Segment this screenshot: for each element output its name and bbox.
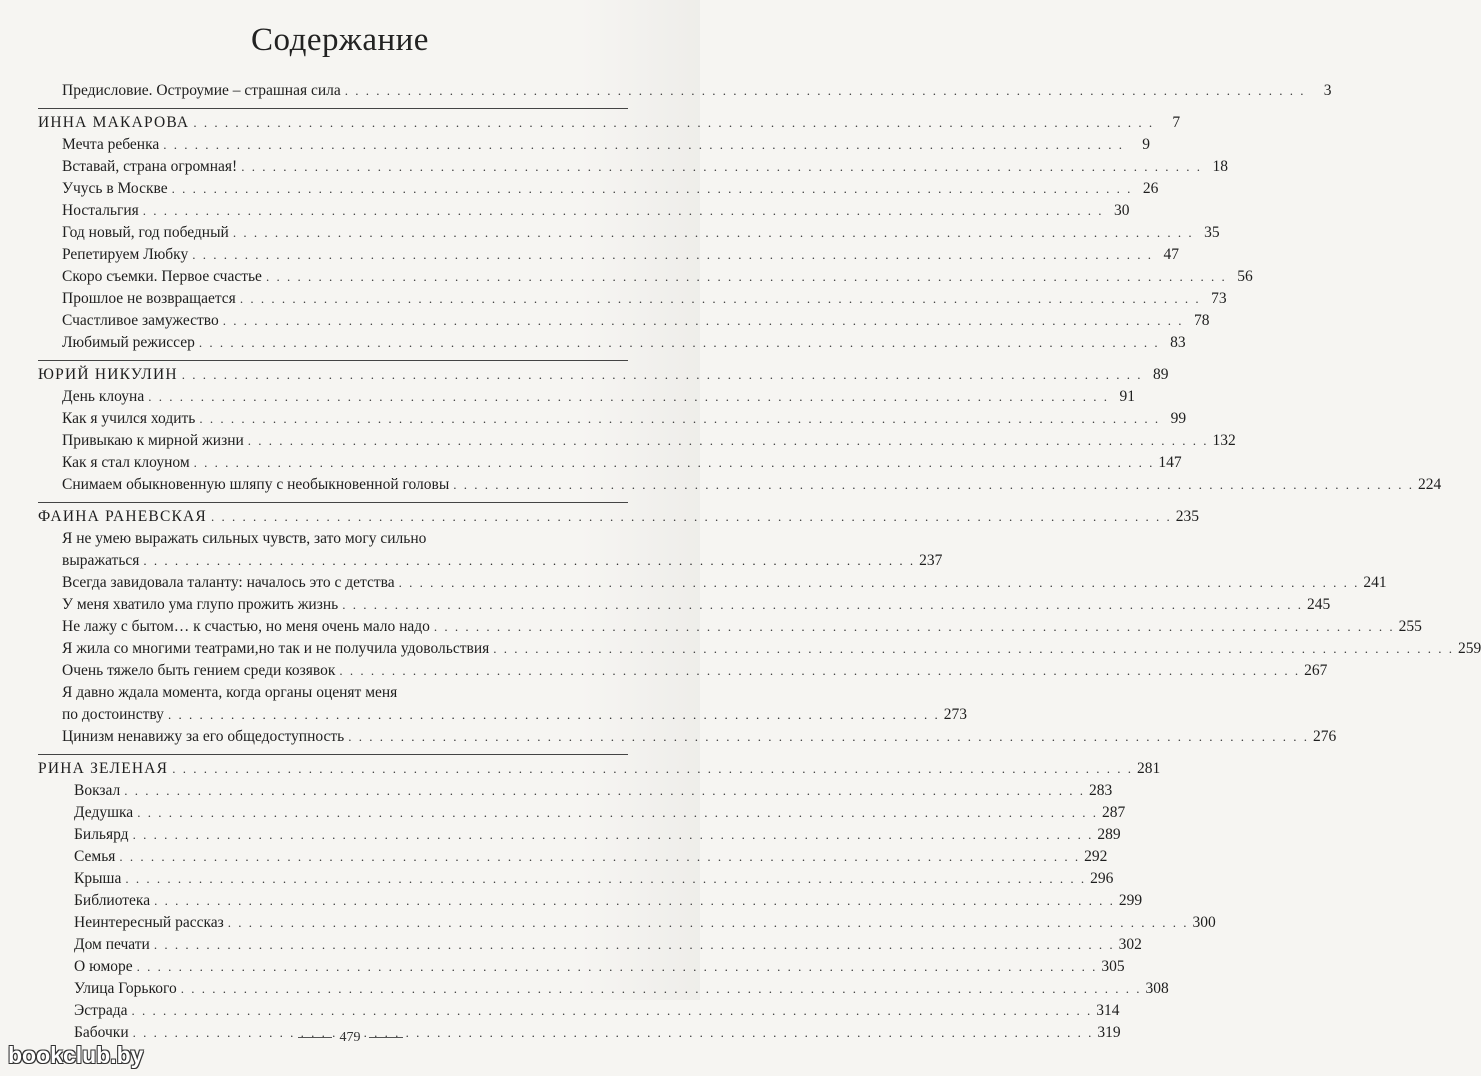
dot-leader: [223, 310, 1184, 332]
dot-leader: [434, 616, 1395, 638]
dot-leader: [199, 408, 1160, 430]
toc-entry: [62, 594, 1331, 616]
section-title: ЮРИЙ НИКУЛИН: [38, 366, 178, 383]
toc-entry: [62, 430, 1236, 452]
toc-entry-label: Неинтересный рассказ: [74, 914, 224, 931]
toc-entry-label: Дом печати: [74, 936, 150, 953]
toc-entry-label: Мечта ребенка: [62, 136, 160, 153]
toc-page-number: 224: [1417, 476, 1442, 493]
toc-entry-label: Как я учился ходить: [62, 410, 196, 427]
toc-entry: [62, 156, 1228, 178]
toc-page-number: 89: [1153, 366, 1169, 383]
toc-entry-label: Как я стал клоуном: [62, 454, 190, 471]
dot-leader: [193, 112, 1154, 134]
toc-entry: [62, 726, 1337, 748]
toc-entry: [62, 912, 1216, 934]
dot-leader: [348, 726, 1309, 748]
toc-page-number: 237: [919, 552, 943, 569]
toc-page-number: 255: [1398, 618, 1422, 635]
toc-page-number: 296: [1090, 870, 1114, 887]
dot-leader: [399, 572, 1360, 594]
toc-entry-label: Не лажу с бытом… к счастью, но меня очень мало надо: [62, 618, 430, 635]
toc-entry-label: Репетируем Любку: [62, 246, 189, 263]
toc-entry-label: Улица Горького: [74, 980, 177, 997]
dot-leader: [345, 80, 1306, 102]
toc-entry: [62, 802, 1126, 824]
toc-entry: [62, 846, 1108, 868]
toc-entry: [62, 288, 1227, 310]
toc-page-number: 99: [1170, 410, 1187, 427]
toc-entry: [62, 934, 1142, 956]
toc-entry-label-line1: Я давно ждала момента, когда органы оценят меня: [62, 684, 398, 701]
dot-leader: [133, 824, 1094, 846]
toc-page-number: 30: [1114, 202, 1130, 219]
toc-entry: [62, 978, 1169, 1000]
toc-entry: [62, 868, 1114, 890]
toc-page-number: 287: [1101, 804, 1126, 821]
toc-entry: [62, 1000, 1120, 1022]
toc-entry-line2: [62, 704, 944, 726]
dot-leader: [124, 780, 1085, 802]
toc-entry-label: Привыкаю к мирной жизни: [62, 432, 244, 449]
toc-entry: [62, 178, 1159, 200]
toc-entry-label: Крыша: [74, 870, 122, 887]
toc-entry-label: Бабочки: [74, 1024, 129, 1041]
dot-leader: [192, 244, 1153, 266]
toc-entry: [62, 452, 1182, 474]
toc-entry-label: Вокзал: [74, 782, 121, 799]
footer-page-number: 479: [339, 1030, 361, 1045]
toc-entry-label: У меня хватило ума глупо прожить жизнь: [62, 596, 339, 613]
dot-leader: [266, 266, 1227, 288]
toc-entry-label: Бильярд: [74, 826, 129, 843]
dot-leader: [241, 156, 1202, 178]
dot-leader: [339, 660, 1300, 682]
dot-leader: [172, 178, 1133, 200]
toc-entry: [62, 956, 1125, 978]
dot-leader: [137, 802, 1098, 824]
toc-entry-label: Я жила со многими театрами,но так и не получила удовольствия: [62, 640, 490, 657]
toc-page-number: 289: [1097, 826, 1121, 843]
toc-page-number: 305: [1101, 958, 1125, 975]
toc-page-number: 299: [1118, 892, 1143, 909]
dot-leader: [172, 758, 1133, 780]
dot-leader: [211, 506, 1172, 528]
toc-entry: [62, 408, 1187, 430]
toc-entry: [62, 660, 1328, 682]
dot-leader: [182, 364, 1143, 386]
toc-entry-line2: [62, 550, 919, 572]
toc-section-heading: [38, 502, 1199, 528]
toc-entry-label-line1: Я не умею выражать сильных чувств, зато могу сильно: [62, 530, 427, 547]
toc-page-number: 245: [1306, 596, 1331, 613]
watermark-logo: bookclub.by: [8, 1042, 144, 1068]
dot-leader: [199, 332, 1160, 354]
toc-page-number: 78: [1194, 312, 1210, 329]
toc-page-number: 73: [1211, 290, 1227, 307]
toc-entry: [62, 134, 1150, 156]
toc-entry: [62, 310, 1210, 332]
toc-page-number: 3: [1323, 82, 1332, 99]
toc-entry: [62, 638, 1481, 660]
toc-page-number: 83: [1170, 334, 1186, 351]
toc-entry-label: по достоинству: [62, 706, 164, 723]
dot-leader: [154, 934, 1115, 956]
toc-entry-label: О юморе: [74, 958, 133, 975]
toc-entry: [62, 386, 1135, 408]
toc-entry-label: Снимаем обыкновенную шляпу с необыкновенной головы: [62, 476, 450, 493]
toc-page-number: 314: [1096, 1002, 1120, 1019]
toc-page-number: 56: [1237, 268, 1253, 285]
dot-leader: [125, 868, 1086, 890]
toc-entry-label: Ностальгия: [62, 202, 139, 219]
toc-entry-label: Библиотека: [74, 892, 151, 909]
toc-page-number: 241: [1363, 574, 1387, 591]
toc-entry: [62, 528, 943, 572]
toc-page-number: 276: [1312, 728, 1337, 745]
toc-entry-label: Очень тяжело быть гением среди козявок: [62, 662, 336, 679]
toc-page-number: 302: [1118, 936, 1142, 953]
toc-page-number: 319: [1097, 1024, 1121, 1041]
toc-entry-label: Счастливое замужество: [62, 312, 219, 329]
toc-page-number: 300: [1192, 914, 1216, 931]
toc-page-number: 47: [1163, 246, 1179, 263]
section-title: ИННА МАКАРОВА: [38, 114, 190, 131]
dot-leader: [148, 386, 1109, 408]
toc-section-heading: [38, 360, 1169, 386]
toc-page-number: 147: [1158, 454, 1182, 471]
footer-rule-left: [298, 1037, 332, 1038]
toc-entry: [62, 222, 1220, 244]
toc-entry: [62, 780, 1113, 802]
toc-page-number: 235: [1175, 508, 1199, 525]
toc-entry: [62, 200, 1130, 222]
dot-leader: [181, 978, 1142, 1000]
toc-page-number: 267: [1304, 662, 1328, 679]
toc-preface: [62, 80, 1332, 102]
toc-entry-label: Эстрада: [74, 1002, 128, 1019]
page-title: Содержание: [251, 22, 429, 58]
toc-page-number: 283: [1089, 782, 1113, 799]
toc-entry-label: Дедушка: [74, 804, 134, 821]
toc-entry-label: Любимый режиссер: [62, 334, 195, 351]
toc-entry-text: [62, 528, 919, 572]
toc-entry: [62, 332, 1186, 354]
toc-page-number: 292: [1084, 848, 1108, 865]
toc-section-heading: [38, 754, 1161, 780]
section-title: ФАИНА РАНЕВСКАЯ: [38, 508, 207, 525]
dot-leader: [453, 474, 1414, 496]
toc-entry-label: Вставай, страна огромная!: [62, 158, 238, 175]
toc-entry-label: Цинизм ненавижу за его общедоступность: [62, 728, 345, 745]
toc-entry-text: [62, 682, 944, 726]
toc-entry-label: Учусь в Москве: [62, 180, 168, 197]
dot-leader: [194, 452, 1155, 474]
toc-page-number: 273: [943, 706, 967, 723]
dot-leader: [240, 288, 1201, 310]
dot-leader: [168, 704, 940, 726]
dot-leader: [493, 638, 1454, 660]
dot-leader: [143, 200, 1104, 222]
footer-rule-right: [369, 1037, 403, 1038]
toc-page-number: 91: [1119, 388, 1135, 405]
dot-leader: [137, 956, 1098, 978]
toc-entry-label: День клоуна: [62, 388, 145, 405]
toc-entry: [62, 244, 1179, 266]
toc-section-heading: [38, 108, 1181, 134]
toc-entry: [62, 616, 1422, 638]
section-title: РИНА ЗЕЛЕНАЯ: [38, 760, 169, 777]
toc-page-number: 259: [1458, 640, 1481, 657]
toc-page-number: 132: [1212, 432, 1236, 449]
toc-entry-label: Семья: [74, 848, 116, 865]
dot-leader: [342, 594, 1303, 616]
toc-entry: [62, 266, 1253, 288]
toc-entry-label: Всегда завидовала таланту: началось это с детства: [62, 574, 395, 591]
toc-entry-label: Прошлое не возвращается: [62, 290, 236, 307]
dot-leader: [154, 890, 1115, 912]
toc-entry-label: Предисловие. Остроумие – страшная сила: [62, 82, 341, 99]
toc-entry: [62, 890, 1143, 912]
toc-page-number: 7: [1172, 114, 1181, 131]
toc-entry: [62, 572, 1387, 594]
dot-leader: [131, 1000, 1092, 1022]
toc-page-number: 308: [1145, 980, 1169, 997]
dot-leader: [163, 134, 1124, 156]
dot-leader: [143, 550, 915, 572]
toc-entry: [62, 474, 1442, 496]
table-of-contents: [38, 80, 1481, 1044]
toc-page-number: 18: [1212, 158, 1228, 175]
toc-page-number: 26: [1142, 180, 1159, 197]
toc-page-number: 9: [1142, 136, 1150, 153]
toc-page-number: 35: [1204, 224, 1220, 241]
toc-page-number: 281: [1136, 760, 1161, 777]
toc-entry-label: Год новый, год победный: [62, 224, 229, 241]
dot-leader: [228, 912, 1189, 934]
toc-entry-label: Скоро съемки. Первое счастье: [62, 268, 262, 285]
toc-entry: [62, 824, 1121, 846]
toc-entry-label: выражаться: [62, 552, 140, 569]
toc-entry: [62, 682, 967, 726]
dot-leader: [119, 846, 1080, 868]
dot-leader: [248, 430, 1209, 452]
dot-leader: [233, 222, 1194, 244]
